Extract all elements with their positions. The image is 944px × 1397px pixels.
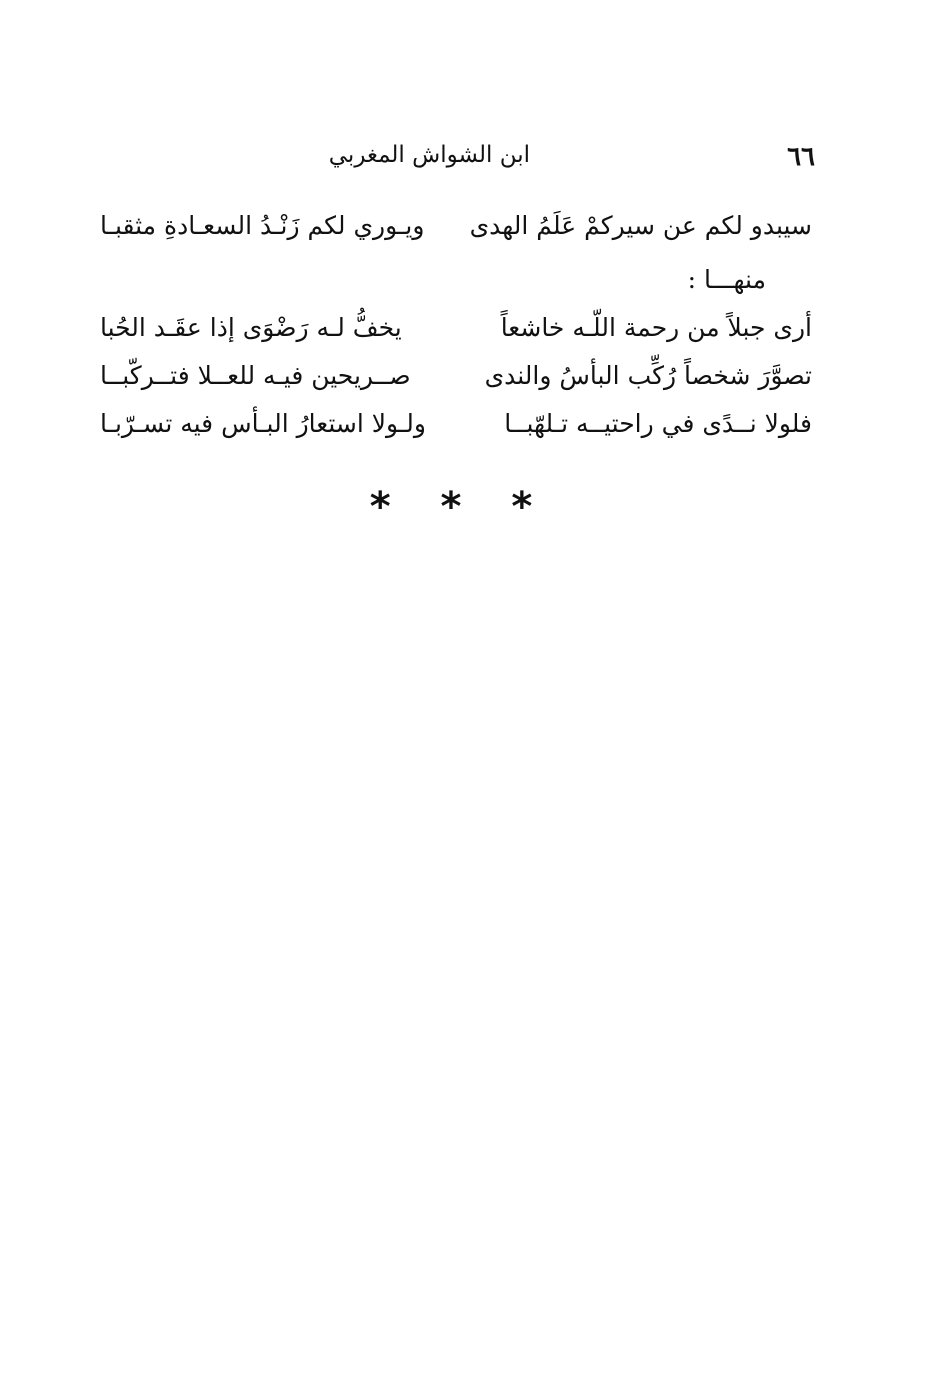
verse-line	[100, 404, 812, 444]
verse-first-hemistich: أرى جبلاً من رحمة اللّـه خاشعاً	[500, 313, 812, 342]
verse-line	[100, 308, 812, 348]
section-divider: * * *	[369, 484, 551, 530]
excerpt-label: منهـــا :	[687, 265, 766, 294]
verse-line	[100, 356, 812, 396]
verse-second-hemistich: يخفُّ لـه رَضْوَى إذا عقَـد الحُبا	[100, 313, 402, 342]
page-header	[330, 138, 815, 178]
verse-second-hemistich: ويـوري لكم زَنْـدُ السعـادةِ مثقبـا	[100, 211, 425, 240]
verse-second-hemistich: صــريحين فيـه للعــلا فتــركّبــا	[100, 361, 411, 390]
running-title: ابن الشواش المغربي	[328, 142, 530, 168]
verse-first-hemistich: فلولا نــدًى في راحتيــه تـلهّبــا	[504, 409, 812, 438]
verse-line	[100, 206, 812, 246]
verse-first-hemistich: تصوَّرَ شخصاً رُكِّب البأسُ والندى	[484, 361, 812, 390]
verse-second-hemistich: ولـولا استعارُ البـأس فيه تسـرّبـا	[100, 409, 426, 438]
verse-first-hemistich: سيبدو لكم عن سيركمْ عَلَمُ الهدى	[469, 211, 812, 240]
page-number: ٦٦	[787, 142, 815, 172]
